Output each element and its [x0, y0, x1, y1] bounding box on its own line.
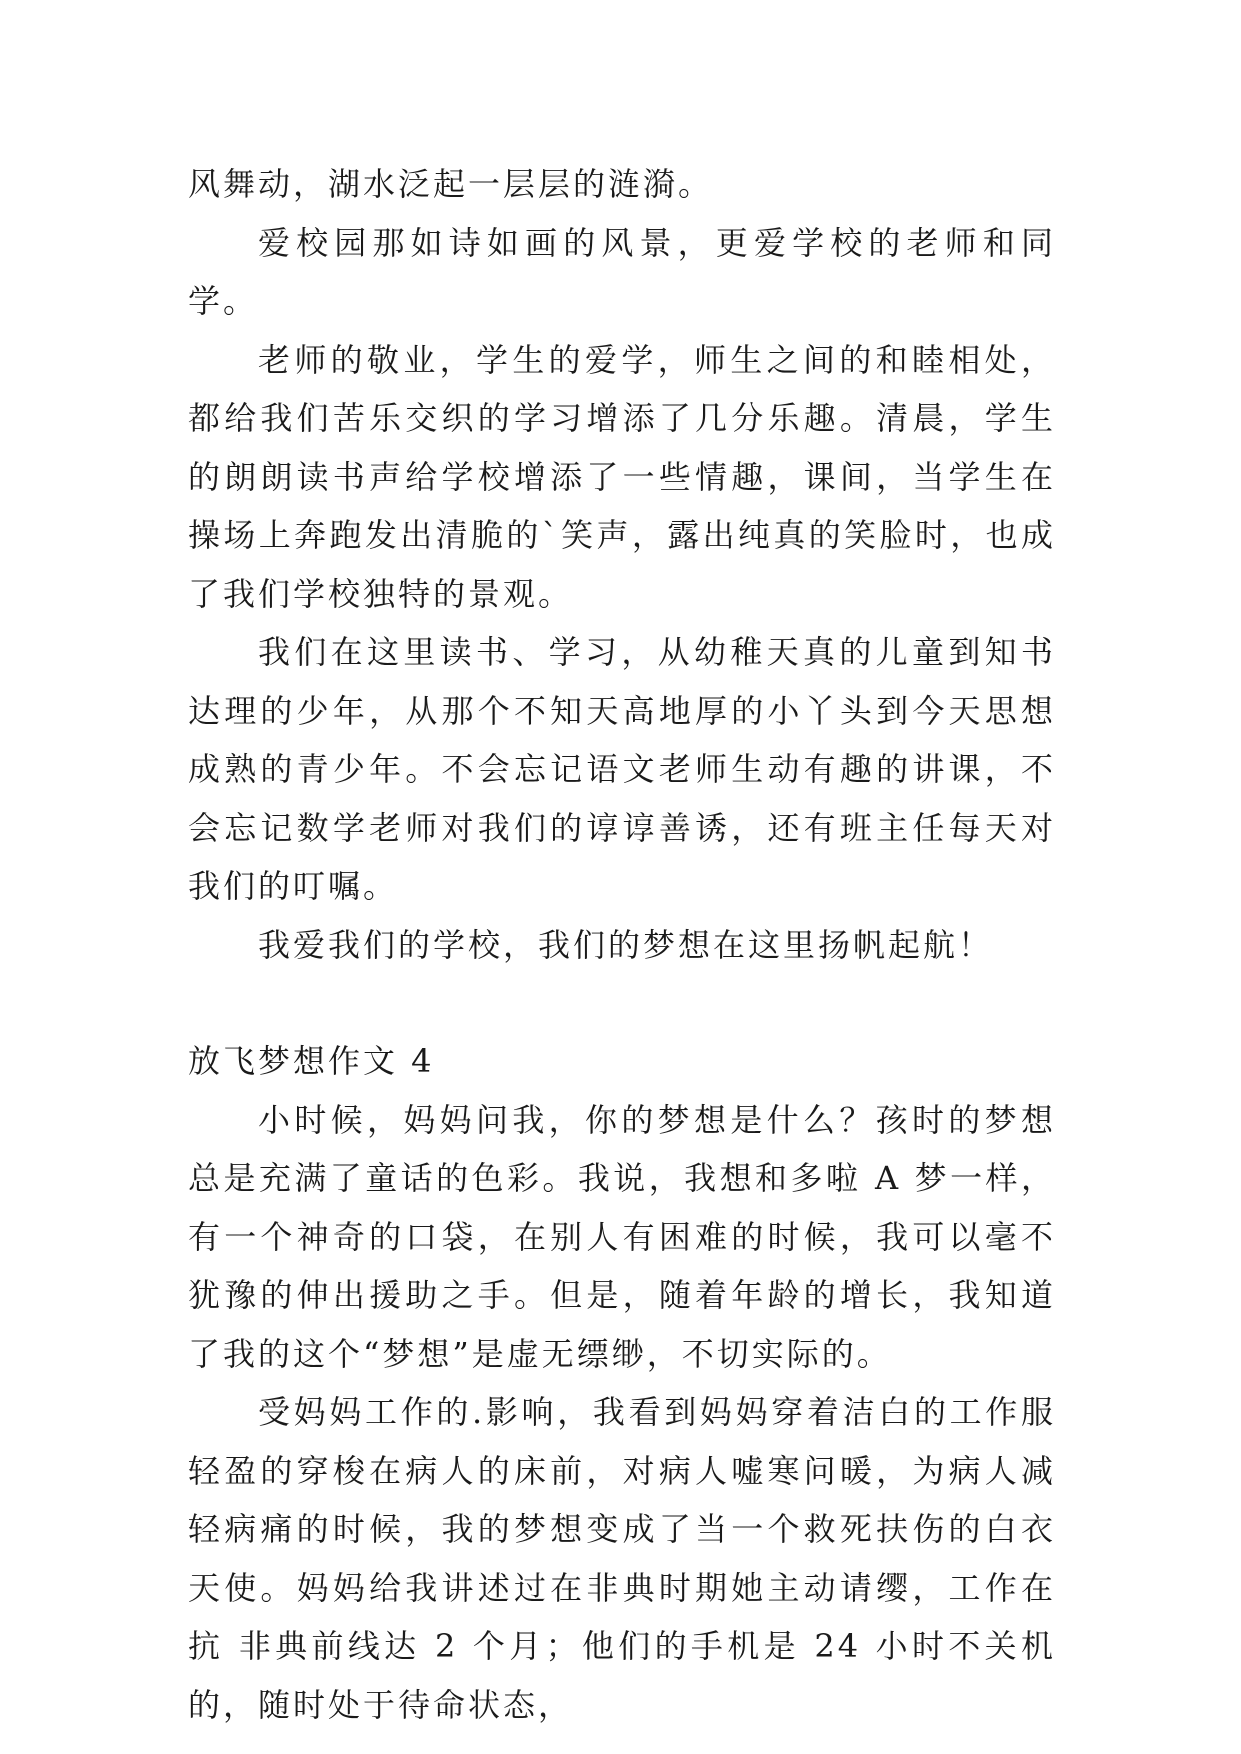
- paragraph: 爱校园那如诗如画的风景，更爱学校的老师和同学。: [188, 223, 1056, 320]
- paragraph-continuation: 风舞动，湖水泛起一层层的涟漪。: [188, 165, 714, 203]
- document-page: [188, 155, 1056, 1734]
- paragraph: 小时候，妈妈问我，你的梦想是什么？孩时的梦想总是充满了童话的色彩。我说，我想和多啦 A 梦一样，有一个神奇的口袋，在别人有困难的时候，我可以毫不犹豫的伸出援助之手。但是，随着年龄的增长，我知道了我的这个“梦想”是虚无缥缈，不切实际的。: [188, 1100, 1056, 1373]
- paragraph: 我爱我们的学校，我们的梦想在这里扬帆起航！: [258, 925, 994, 964]
- paragraph: 老师的敬业，学生的爱学，师生之间的和睦相处，都给我们苦乐交织的学习增添了几分乐趣。清晨，学生的朗朗读书声给学校增添了一些情趣，课间，当学生在操场上奔跑发出清脆的`笑声，露出纯真的笑脸时，也成了我们学校独特的景观。: [188, 340, 1056, 613]
- section-heading: 放飞梦想作文 4: [188, 1042, 435, 1080]
- paragraph: 我们在这里读书、学习，从幼稚天真的儿童到知书达理的少年，从那个不知天高地厚的小丫头到今天思想成熟的青少年。不会忘记语文老师生动有趣的讲课，不会忘记数学老师对我们的谆谆善诱，还有班主任每天对我们的叮嘱。: [188, 633, 1056, 905]
- paragraph: 受妈妈工作的.影响，我看到妈妈穿着洁白的工作服轻盈的穿梭在病人的床前，对病人嘘寒问暖，为病人减轻病痛的时候，我的梦想变成了当一个救死扶伤的白衣天使。妈妈给我讲述过在非典时期她主动请缨，工作在 抗 非典前线达 2 个月；他们的手机是 24 小时不关机的，随时处于待命状态，: [188, 1393, 1056, 1724]
